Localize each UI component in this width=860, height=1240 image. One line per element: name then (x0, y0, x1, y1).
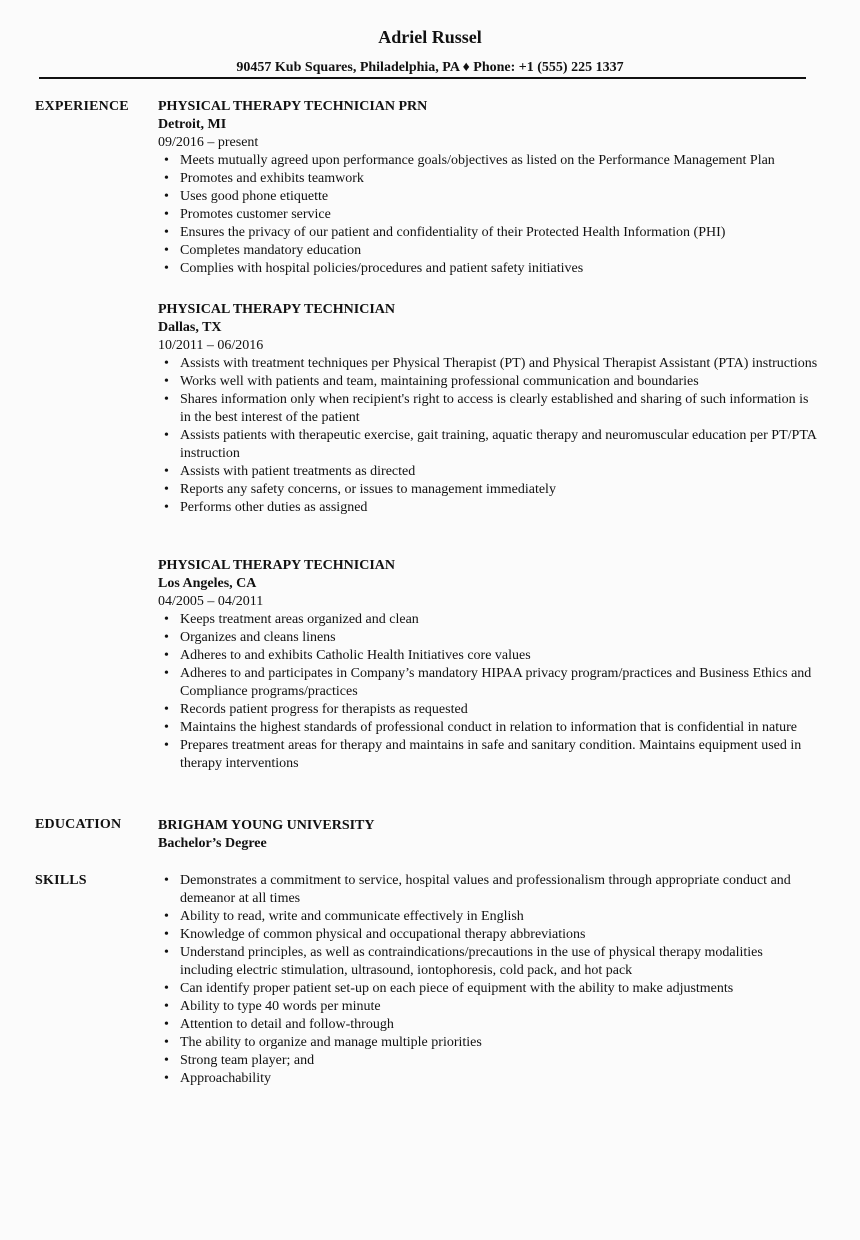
job-title: PHYSICAL THERAPY TECHNICIAN PRN (158, 99, 428, 114)
list-item: • Can identify proper patient set-up on each piece of equipment with the ability to make adjustments (158, 980, 818, 998)
job-title: PHYSICAL THERAPY TECHNICIAN (158, 558, 396, 573)
list-item: • Meets mutually agreed upon performance goals/objectives as listed on the Performance Management Plan (158, 152, 818, 170)
list-item: • Strong team player; and (158, 1052, 818, 1070)
list-item: • Complies with hospital policies/procedures and patient safety initiatives (158, 260, 818, 278)
list-item: • Attention to detail and follow-through (158, 1016, 818, 1034)
experience-heading: EXPERIENCE (35, 99, 129, 114)
job-dates: 04/2005 – 04/2011 (158, 594, 264, 609)
job-1 (158, 98, 818, 278)
degree: Bachelor’s Degree (158, 836, 267, 851)
list-item: • Shares information only when recipient's right to access is clearly established and sharing of such information is in the best interest of the patient (158, 391, 818, 427)
list-item: • Approachability (158, 1070, 818, 1088)
list-item: • Records patient progress for therapists as requested (158, 701, 818, 719)
list-item: • Assists patients with therapeutic exercise, gait training, aquatic therapy and neuromuscular education per PT/PTA instruction (158, 427, 818, 463)
list-item: • Ability to type 40 words per minute (158, 998, 818, 1016)
list-item: • Adheres to and exhibits Catholic Health Initiatives core values (158, 647, 818, 665)
list-item: • Organizes and cleans linens (158, 629, 818, 647)
list-item: • Prepares treatment areas for therapy and maintains in safe and sanitary condition. Maintains equipment used in therapy interventions (158, 737, 818, 773)
job-dates: 10/2011 – 06/2016 (158, 338, 264, 353)
job-dates: 09/2016 – present (158, 135, 259, 150)
skills-heading: SKILLS (35, 873, 87, 888)
list-item: • Assists with treatment techniques per Physical Therapist (PT) and Physical Therapist Assistant (PTA) instructions (158, 355, 818, 373)
list-item: • Ability to read, write and communicate effectively in English (158, 908, 818, 926)
list-item: • Ensures the privacy of our patient and confidentiality of their Protected Health Information (PHI) (158, 224, 818, 242)
job-location: Detroit, MI (158, 117, 227, 132)
header-divider (39, 77, 806, 79)
skills-bullets (158, 872, 818, 1088)
list-item: • Maintains the highest standards of professional conduct in relation to information that is confidential in nature (158, 719, 818, 737)
job-2 (158, 301, 818, 517)
education-entry (158, 817, 818, 853)
list-item: • Assists with patient treatments as directed (158, 463, 818, 481)
skills-list (158, 872, 818, 1088)
list-item: • Completes mandatory education (158, 242, 818, 260)
list-item: • Promotes customer service (158, 206, 818, 224)
list-item: • Adheres to and participates in Company’s mandatory HIPAA privacy program/practices and Business Ethics and Compliance programs/practices (158, 665, 818, 701)
list-item: • Promotes and exhibits teamwork (158, 170, 818, 188)
list-item: • Knowledge of common physical and occupational therapy abbreviations (158, 926, 818, 944)
list-item: • Uses good phone etiquette (158, 188, 818, 206)
list-item: • Demonstrates a commitment to service, hospital values and professionalism through appropriate conduct and demeanor at all times (158, 872, 818, 908)
list-item: • Performs other duties as assigned (158, 499, 818, 517)
job-bullets (158, 152, 818, 278)
list-item: • Understand principles, as well as contraindications/precautions in the use of physical therapy modalities including electric stimulation, ultrasound, iontophoresis, cold pack, and hot pack (158, 944, 818, 980)
candidate-name: Adriel Russel (378, 27, 482, 47)
education-heading: EDUCATION (35, 817, 122, 832)
job-bullets (158, 355, 818, 517)
job-3 (158, 557, 818, 773)
list-item: • Keeps treatment areas organized and clean (158, 611, 818, 629)
job-location: Dallas, TX (158, 320, 222, 335)
list-item: • Works well with patients and team, maintaining professional communication and boundaries (158, 373, 818, 391)
job-bullets (158, 611, 818, 773)
list-item: • The ability to organize and manage multiple priorities (158, 1034, 818, 1052)
job-location: Los Angeles, CA (158, 576, 257, 591)
job-title: PHYSICAL THERAPY TECHNICIAN (158, 302, 396, 317)
contact-line: 90457 Kub Squares, Philadelphia, PA ♦ Phone: +1 (555) 225 1337 (236, 60, 624, 75)
list-item: • Reports any safety concerns, or issues to management immediately (158, 481, 818, 499)
school-name: BRIGHAM YOUNG UNIVERSITY (158, 818, 375, 833)
